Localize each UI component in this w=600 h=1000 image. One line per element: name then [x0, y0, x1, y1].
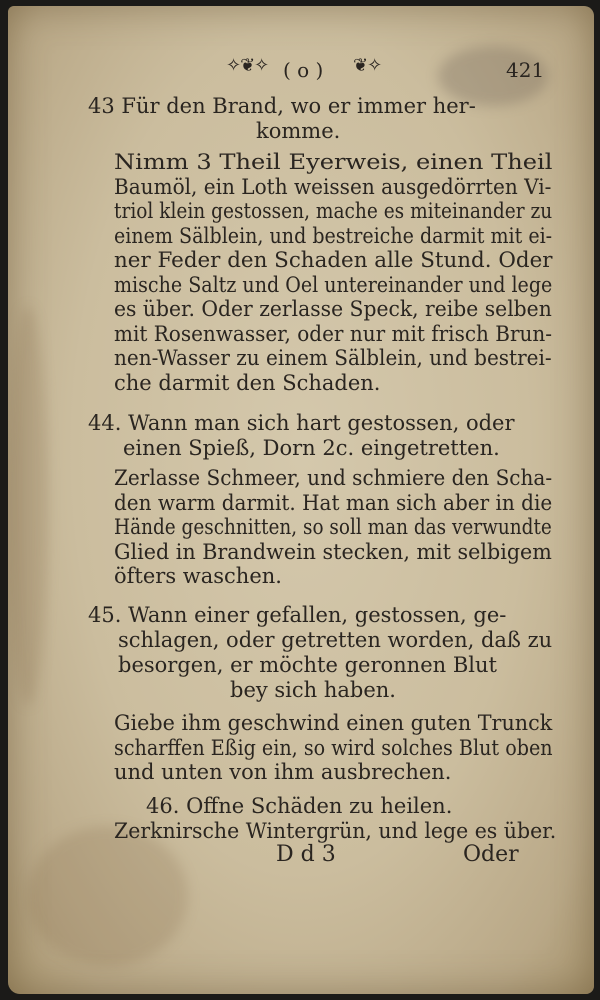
ornament-right: ❦✧: [353, 55, 382, 76]
section-heading-line: 46. Offne Schäden zu heilen.: [146, 794, 453, 818]
section-heading-line: komme.: [256, 119, 341, 143]
body-text-line: Zerknirsche Wintergrün, und lege es über.: [114, 819, 557, 843]
body-text-line: nen-Wasser zu einem Sälblein, und bestrei-: [114, 346, 552, 370]
section-heading-line: besorgen, er möchte geronnen Blut: [118, 653, 497, 677]
paper-stain: [28, 826, 188, 966]
body-text-line: es über. Oder zerlasse Speck, reibe selben: [114, 297, 552, 321]
book-page: [8, 6, 594, 994]
section-heading-line: bey sich haben.: [230, 678, 396, 702]
catchword: Oder: [463, 842, 519, 867]
body-text-line: mische Saltz und Oel untereinander und lege: [114, 272, 553, 297]
signature-mark: D d 3: [276, 842, 336, 867]
body-text-line: scharffen Eßig ein, so wird solches Blut oben: [114, 735, 553, 760]
body-text-line: Nimm 3 Theil Eyerweis, einen Theil: [114, 150, 553, 174]
section-heading-line: 43 Für den Brand, wo er immer her-: [88, 94, 476, 118]
body-text-line: triol klein gestossen, mache es miteinander zu: [114, 199, 553, 223]
body-text-line: einem Sälblein, und bestreiche darmit mit ei-: [114, 223, 553, 248]
body-text-line: ner Feder den Schaden alle Stund. Oder: [114, 248, 553, 272]
section-heading-line: 45. Wann einer gefallen, gestossen, ge-: [88, 603, 507, 627]
body-text-line: und unten von ihm ausbrechen.: [114, 760, 452, 784]
body-text-line: Glied in Brandwein stecken, mit selbigem: [114, 539, 552, 564]
paper-stain: [8, 306, 48, 706]
page-number: 421: [506, 58, 545, 82]
page-marker: ( o ): [283, 58, 324, 82]
ornament-left: ✧❦✧: [226, 55, 269, 76]
body-text-line: Hände geschnitten, so soll man das verwundte: [114, 515, 552, 539]
body-text-line: den warm darmit. Hat man sich aber in die: [114, 490, 553, 515]
section-heading-line: schlagen, oder getretten worden, daß zu: [118, 628, 553, 652]
body-text-line: öfters waschen.: [114, 564, 282, 588]
body-text-line: Giebe ihm geschwind einen guten Trunck: [114, 711, 553, 735]
body-text-line: mit Rosenwasser, oder nur mit frisch Brun-: [114, 321, 553, 346]
section-heading-line: 44. Wann man sich hart gestossen, oder: [88, 411, 515, 435]
body-text-line: che darmit den Schaden.: [114, 370, 381, 395]
section-heading-line: einen Spieß, Dorn 2c. eingetretten.: [123, 436, 500, 460]
body-text-line: Zerlasse Schmeer, und schmiere den Scha-: [114, 466, 553, 490]
body-text-line: Baumöl, ein Loth weissen ausgedörrten Vi-: [114, 174, 552, 199]
